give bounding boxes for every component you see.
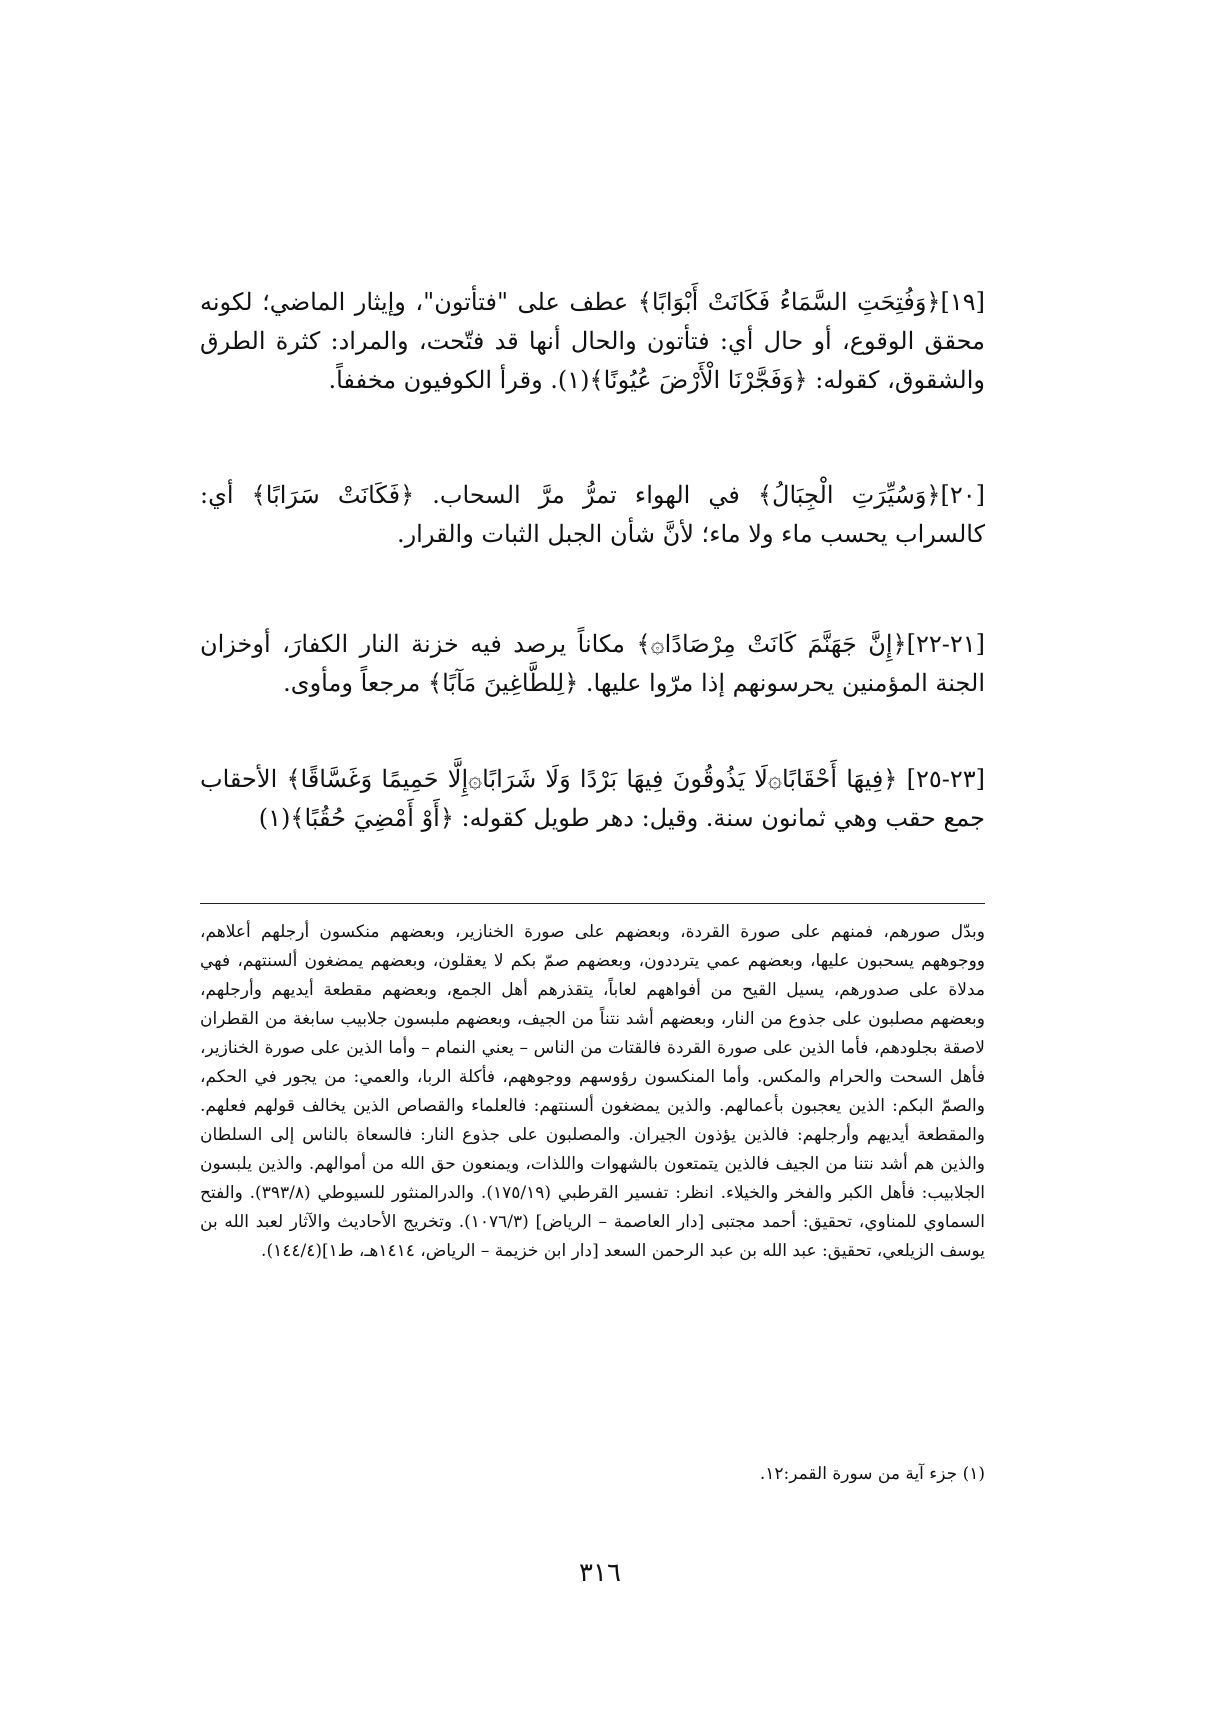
page-number: ٣١٦ xyxy=(579,1558,621,1588)
paragraph-verse-19: [١٩]﴿وَفُتِحَتِ السَّمَاءُ فَكَانَتْ أَبْوَابًا﴾ عطف على "فتأتون"، وإيثار الماضي؛ لكونه محقق الوقوع، أو حال أي: فتأتون والحال أنها قد فتّحت، والمراد: كثرة الطرق والشقوق، كقوله: ﴿وَفَجَّرْنَا الْأَرْضَ عُيُونًا﴾(١). وقرأ الكوفيون مخففاً. xyxy=(200,288,986,394)
paragraph-verse-20: [٢٠]﴿وَسُيِّرَتِ الْجِبَالُ﴾ في الهواء تمرُّ مرَّ السحاب. ﴿فَكَانَتْ سَرَابًا﴾ أي: كالسراب يحسب ماء ولا ماء؛ لأنَّ شأن الجبل الثبات والقرار. xyxy=(200,481,985,548)
paragraph-verses-23-25: [٢٣-٢٥] ﴿فِيهَا أَحْقَابًا۞لَا يَذُوقُونَ فِيهَا بَرْدًا وَلَا شَرَابًا۞إِلَّا حَمِيمًا وَغَسَّاقًا﴾ الأحقاب جمع حقب وهي ثمانون سنة. وقيل: دهر طويل كقوله: ﴿أَوْ أَمْضِيَ حُقُبًا﴾(١) xyxy=(200,765,985,832)
footnote-divider xyxy=(200,903,985,904)
paragraph-verses-21-22: [٢١-٢٢]﴿إِنَّ جَهَنَّمَ كَانَتْ مِرْصَادًا۞﴾ مكاناً يرصد فيه خزنة النار الكفارَ، أوخزان الجنة المؤمنين يحرسونهم إذا مرّوا عليها. ﴿لِلطَّاغِينَ مَآبًا﴾ مرجعاً ومأوى. xyxy=(200,630,985,697)
footnote-1: (١) جزء آية من سورة القمر:١٢. xyxy=(759,1464,985,1484)
footnote-continuation: وبدّل صورهم، فمنهم على صورة القردة، وبعضهم على صورة الخنازير، وبعضهم منكسون أرجلهم أعلاهم، ووجوههم يسحبون عليها، وبعضهم عمي يترددون، وبعضهم صمّ بكم لا يعقلون، وبعضهم يمضغون ألسنتهم، فهي مدلاة على صدورهم، يسيل القيح من أفواههم لعاباً، يتقذرهم أهل الجمع، وبعضهم مقطعة أيديهم وأرجلهم، وبعضهم مصلبون على جذوع من النار، وبعضهم أشد نتناً من الجيف، وبعضهم ملبسون جلابيب سابغة من القطران لاصقة بجلودهم، فأما الذين على صورة القردة فالقتات من الناس – يعني النمام – وأما الذين على صورة الخنازير، فأهل السحت والحرام والمكس. وأما المنكسون رؤوسهم ووجوههم، فأكلة الربا، والعمي: من يجور في الحكم، والصمّ البكم: الذين يعجبون بأعمالهم. والذين يمضغون ألسنتهم: فالعلماء والقصاص الذين يخالف قولهم فعلهم. والمقطعة أيديهم وأرجلهم: فالذين يؤذون الجيران. والمصلبون على جذوع النار: فالسعاة بالناس إلى السلطان والذين هم أشد نتنا من الجيف فالذين يتمتعون بالشهوات واللذات، ويمنعون حق الله من أموالهم. والذين يلبسون الجلابيب: فأهل الكبر والفخر والخيلاء. انظر: تفسير القرطبي (١٧٥/١٩). والدرالمنثور للسيوطي (٣٩٣/٨). والفتح السماوي للمناوي، تحقيق: أحمد مجتبى [دار العاصمة – الرياض] (١٠٧٦/٣). وتخريج الأحاديث والآثار لعبد الله بن يوسف الزيلعي، تحقيق: عبد الله بن عبد الرحمن السعد [دار ابن خزيمة – الرياض، ١٤١٤هـ، ط١](١٤٤/٤). xyxy=(200,922,985,1261)
